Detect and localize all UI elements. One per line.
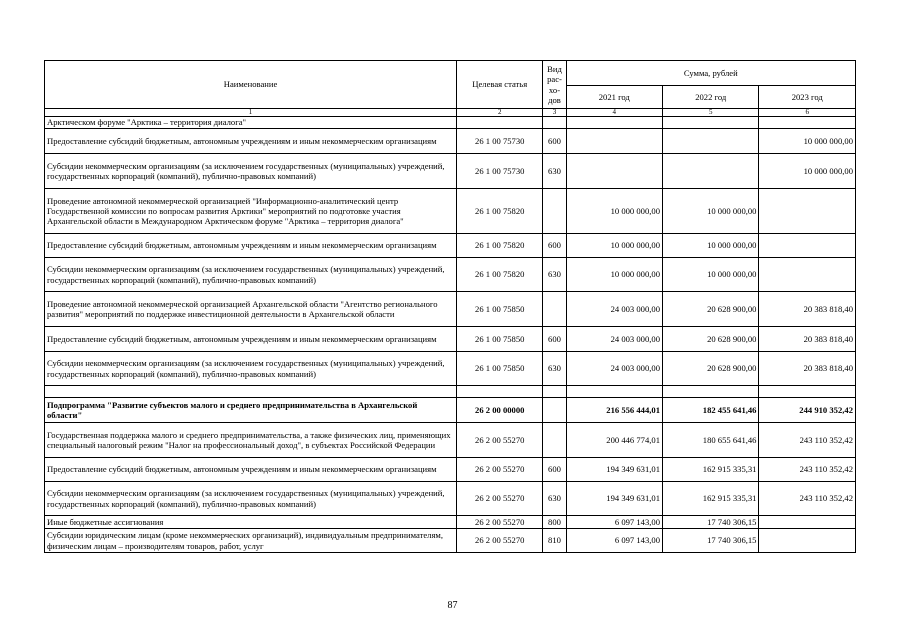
row-sum-2023 — [759, 234, 856, 258]
row-expense-type — [543, 117, 566, 129]
table-row — [45, 234, 856, 258]
table-row — [45, 482, 856, 516]
row-sum-2021: 10 000 000,00 — [566, 258, 662, 292]
row-expense-type: 630 — [543, 154, 566, 189]
row-expense-type: 630 — [543, 482, 566, 516]
row-sum-2022: 10 000 000,00 — [663, 234, 759, 258]
row-name: Проведение автономной некоммерческой организацией Архангельской области "Агентство регионального развития" мероприятий по поддержке инвестиционной деятельности в Архангельской области — [45, 292, 457, 327]
header-name: Наименование — [45, 61, 457, 109]
row-target-article: 26 2 00 55270 — [457, 423, 543, 458]
row-expense-type: 630 — [543, 258, 566, 292]
row-name: Субсидии юридическим лицам (кроме некоммерческих организаций), индивидуальным предпринимателям, физическим лицам – производителям товаров, работ, услуг — [45, 529, 457, 553]
table-row — [45, 189, 856, 234]
header-sum: Сумма, рублей — [566, 61, 855, 86]
row-sum-2023 — [759, 189, 856, 234]
row-expense-type — [543, 292, 566, 327]
row-name — [45, 386, 457, 398]
row-sum-2021: 194 349 631,01 — [566, 458, 662, 482]
row-sum-2023: 10 000 000,00 — [759, 129, 856, 154]
row-sum-2023 — [759, 529, 856, 553]
row-sum-2022: 162 915 335,31 — [663, 458, 759, 482]
row-sum-2022: 17 740 306,15 — [663, 529, 759, 553]
row-sum-2022 — [663, 386, 759, 398]
row-target-article: 26 1 00 75730 — [457, 129, 543, 154]
table-row — [45, 529, 856, 553]
row-expense-type: 810 — [543, 529, 566, 553]
row-sum-2023: 10 000 000,00 — [759, 154, 856, 189]
row-sum-2022 — [663, 117, 759, 129]
row-sum-2021: 6 097 143,00 — [566, 516, 662, 529]
row-sum-2022: 17 740 306,15 — [663, 516, 759, 529]
row-name: Предоставление субсидий бюджетным, автономным учреждениям и иным некоммерческим организациям — [45, 129, 457, 154]
table-row — [45, 423, 856, 458]
table-row — [45, 458, 856, 482]
row-target-article — [457, 117, 543, 129]
table-row — [45, 129, 856, 154]
row-name: Субсидии некоммерческим организациям (за исключением государственных (муниципальных) учреждений, государственных корпораций (компаний), публично-правовых компаний) — [45, 482, 457, 516]
table-body — [45, 109, 856, 553]
row-expense-type — [543, 189, 566, 234]
row-sum-2022 — [663, 154, 759, 189]
row-sum-2023: 243 110 352,42 — [759, 423, 856, 458]
row-name: Предоставление субсидий бюджетным, автономным учреждениям и иным некоммерческим организациям — [45, 234, 457, 258]
row-target-article: 26 2 00 55270 — [457, 482, 543, 516]
page-number: 87 — [447, 600, 458, 611]
header-expense-type: Вид рас-хо-дов — [543, 61, 566, 109]
row-target-article: 26 1 00 75820 — [457, 258, 543, 292]
row-sum-2021: 10 000 000,00 — [566, 234, 662, 258]
row-sum-2022: 182 455 641,46 — [663, 398, 759, 423]
row-name: Предоставление субсидий бюджетным, автономным учреждениям и иным некоммерческим организациям — [45, 327, 457, 352]
column-number-row — [45, 109, 856, 117]
table-row — [45, 327, 856, 352]
row-sum-2022 — [663, 129, 759, 154]
row-target-article: 26 1 00 75850 — [457, 292, 543, 327]
row-sum-2022: 20 628 900,00 — [663, 292, 759, 327]
row-expense-type — [543, 386, 566, 398]
row-name: Государственная поддержка малого и среднего предпринимательства, а также физических лиц, применяющих специальный налоговый режим "Налог на профессиональный доход", в субъектах Российской Федерации — [45, 423, 457, 458]
row-sum-2021: 194 349 631,01 — [566, 482, 662, 516]
table-row — [45, 117, 856, 129]
table-row — [45, 398, 856, 423]
row-sum-2022: 162 915 335,31 — [663, 482, 759, 516]
row-target-article: 26 2 00 00000 — [457, 398, 543, 423]
table-row — [45, 292, 856, 327]
table-row — [45, 386, 856, 398]
column-number: 6 — [759, 109, 856, 117]
budget-table — [44, 60, 856, 553]
column-number: 4 — [566, 109, 662, 117]
row-sum-2022: 180 655 641,46 — [663, 423, 759, 458]
row-name: Арктическом форуме "Арктика – территория диалога" — [45, 117, 457, 129]
row-target-article: 26 2 00 55270 — [457, 529, 543, 553]
row-target-article — [457, 386, 543, 398]
column-number: 2 — [457, 109, 543, 117]
row-name: Проведение автономной некоммерческой организацией "Информационно-аналитический центр Государственной комиссии по вопросам развития Арктики" мероприятий по подготовке участия Архангельской области в Международном Арктическом форуме "Арктика – территория диалога" — [45, 189, 457, 234]
row-sum-2021: 216 556 444,01 — [566, 398, 662, 423]
row-target-article: 26 2 00 55270 — [457, 458, 543, 482]
row-sum-2023: 244 910 352,42 — [759, 398, 856, 423]
row-sum-2021 — [566, 386, 662, 398]
row-name: Предоставление субсидий бюджетным, автономным учреждениям и иным некоммерческим организациям — [45, 458, 457, 482]
row-expense-type — [543, 423, 566, 458]
row-expense-type: 600 — [543, 129, 566, 154]
row-sum-2021 — [566, 129, 662, 154]
row-sum-2022: 10 000 000,00 — [663, 258, 759, 292]
column-number: 5 — [663, 109, 759, 117]
row-expense-type: 600 — [543, 327, 566, 352]
row-sum-2021 — [566, 154, 662, 189]
row-expense-type — [543, 398, 566, 423]
row-name: Иные бюджетные ассигнования — [45, 516, 457, 529]
table-row — [45, 154, 856, 189]
header-year-2023: 2023 год — [759, 86, 856, 109]
table-row — [45, 352, 856, 386]
header-target-article: Целевая статья — [457, 61, 543, 109]
row-sum-2023: 20 383 818,40 — [759, 292, 856, 327]
row-sum-2023 — [759, 117, 856, 129]
row-name: Субсидии некоммерческим организациям (за исключением государственных (муниципальных) учреждений, государственных корпораций (компаний), публично-правовых компаний) — [45, 154, 457, 189]
row-sum-2021: 24 003 000,00 — [566, 327, 662, 352]
row-sum-2021: 6 097 143,00 — [566, 529, 662, 553]
column-number: 1 — [45, 109, 457, 117]
header-year-2021: 2021 год — [566, 86, 662, 109]
row-sum-2021: 200 446 774,01 — [566, 423, 662, 458]
table-row — [45, 258, 856, 292]
row-sum-2022: 20 628 900,00 — [663, 327, 759, 352]
row-sum-2022: 20 628 900,00 — [663, 352, 759, 386]
row-sum-2022: 10 000 000,00 — [663, 189, 759, 234]
row-target-article: 26 1 00 75820 — [457, 234, 543, 258]
row-expense-type: 800 — [543, 516, 566, 529]
row-sum-2021: 24 003 000,00 — [566, 352, 662, 386]
row-target-article: 26 1 00 75730 — [457, 154, 543, 189]
row-target-article: 26 1 00 75820 — [457, 189, 543, 234]
row-name: Субсидии некоммерческим организациям (за исключением государственных (муниципальных) учреждений, государственных корпораций (компаний), публично-правовых компаний) — [45, 352, 457, 386]
row-sum-2023 — [759, 258, 856, 292]
row-target-article: 26 1 00 75850 — [457, 352, 543, 386]
row-sum-2023: 243 110 352,42 — [759, 458, 856, 482]
row-expense-type: 600 — [543, 234, 566, 258]
header-year-2022: 2022 год — [663, 86, 759, 109]
row-target-article: 26 2 00 55270 — [457, 516, 543, 529]
row-sum-2023: 243 110 352,42 — [759, 482, 856, 516]
row-name: Подпрограмма "Развитие субъектов малого и среднего предпринимательства в Архангельской области" — [45, 398, 457, 423]
table-row — [45, 516, 856, 529]
row-sum-2023: 20 383 818,40 — [759, 327, 856, 352]
row-sum-2023 — [759, 386, 856, 398]
row-sum-2021: 24 003 000,00 — [566, 292, 662, 327]
row-expense-type: 600 — [543, 458, 566, 482]
row-sum-2023: 20 383 818,40 — [759, 352, 856, 386]
row-expense-type: 630 — [543, 352, 566, 386]
row-sum-2021: 10 000 000,00 — [566, 189, 662, 234]
row-target-article: 26 1 00 75850 — [457, 327, 543, 352]
row-sum-2023 — [759, 516, 856, 529]
row-sum-2021 — [566, 117, 662, 129]
row-name: Субсидии некоммерческим организациям (за исключением государственных (муниципальных) учреждений, государственных корпораций (компаний), публично-правовых компаний) — [45, 258, 457, 292]
column-number: 3 — [543, 109, 566, 117]
